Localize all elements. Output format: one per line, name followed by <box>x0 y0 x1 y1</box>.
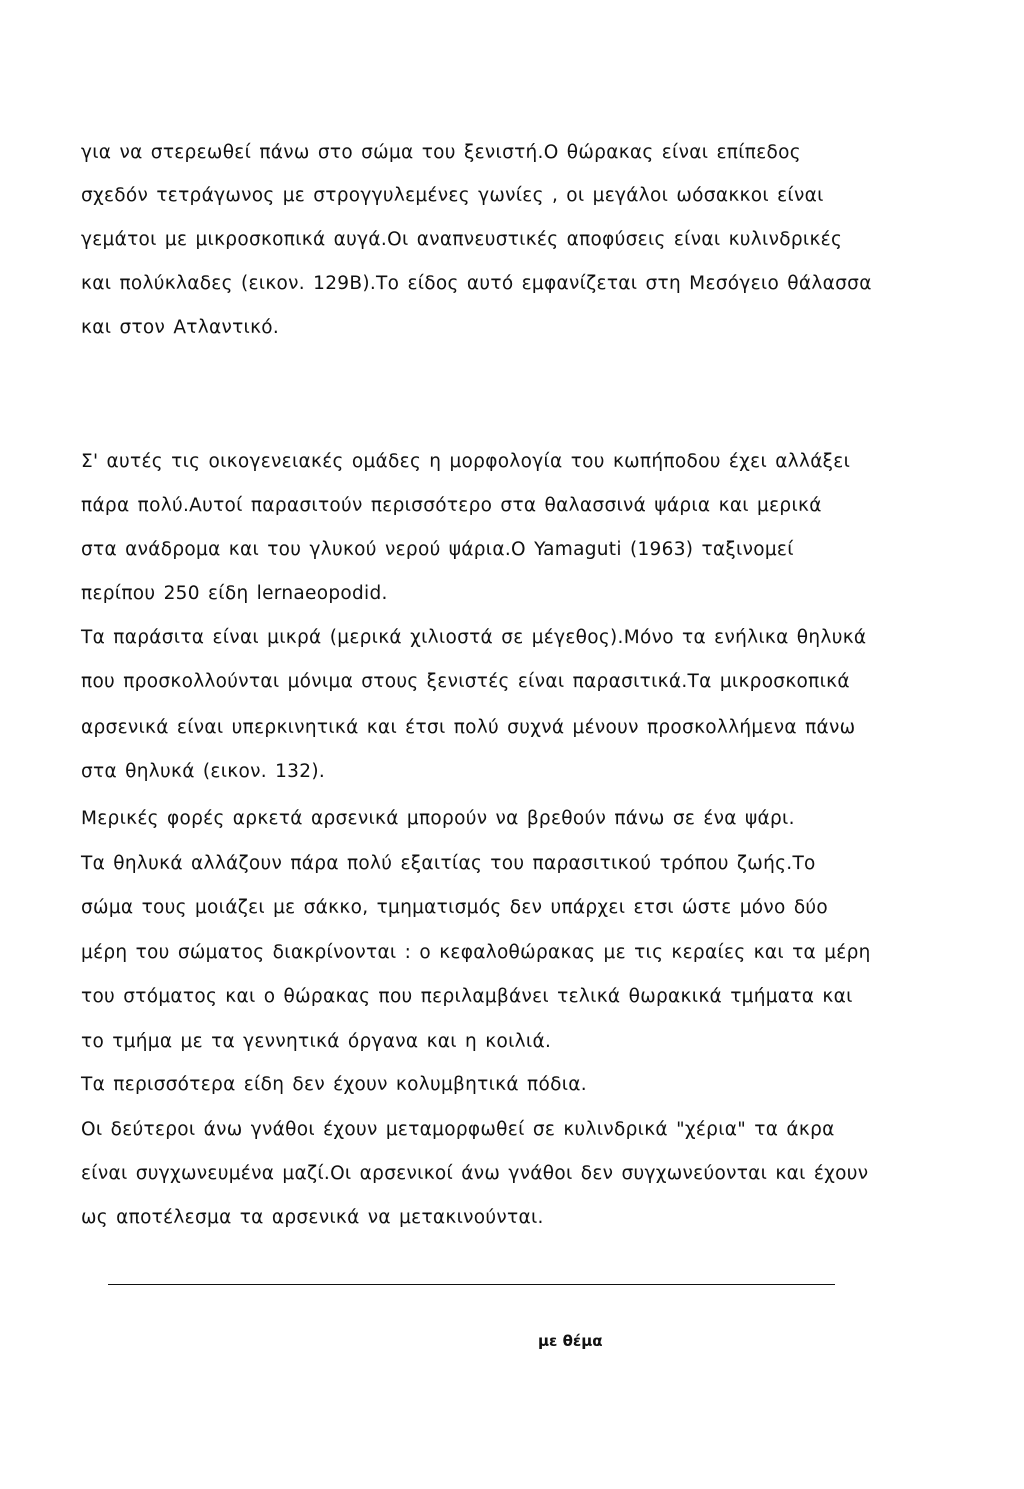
text-line: Οι δεύτεροι άνω γνάθοι έχουν μεταμορφωθεί σε κυλινδρικά "χέρια" τα άκρα <box>81 1119 835 1140</box>
text-line: ως αποτέλεσμα τα αρσενικά να μετακινούνται. <box>81 1207 544 1228</box>
text-line: είναι συγχωνευμένα μαζί.Οι αρσενικοί άνω γνάθοι δεν συγχωνεύονται και έχουν <box>81 1163 869 1184</box>
text-line: περίπου 250 είδη lernaeopodid. <box>81 583 388 604</box>
text-line: Τα περισσότερα είδη δεν έχουν κολυμβητικά πόδια. <box>81 1074 587 1095</box>
text-line: Τα παράσιτα είναι μικρά (μερικά χιλιοστά σε μέγεθος).Μόνο τα ενήλικα θηλυκά <box>81 627 867 648</box>
text-line: στα ανάδρομα και του γλυκού νερού ψάρια.Ο Yamaguti (1963) ταξινομεί <box>81 539 794 560</box>
text-line: αρσενικά είναι υπερκινητικά και έτσι πολύ συχνά μένουν προσκολλήμενα πάνω <box>81 717 856 738</box>
separator-rule <box>108 1284 835 1285</box>
text-line: γεμάτοι με μικροσκοπικά αυγά.Οι αναπνευστικές αποφύσεις είναι κυλινδρικές <box>81 229 843 250</box>
text-line: και πολύκλαδες (εικον. 129Β).Το είδος αυτό εμφανίζεται στη Μεσόγειο θάλασσα <box>81 273 872 294</box>
text-line: σώμα τους μοιάζει με σάκκο, τμηματισμός δεν υπάρχει ετσι ώστε μόνο δύο <box>81 897 829 918</box>
text-line: μέρη του σώματος διακρίνονται : ο κεφαλοθώρακας με τις κεραίες και τα μέρη <box>81 942 871 963</box>
text-line: Τα θηλυκά αλλάζουν πάρα πολύ εξαιτίας του παρασιτικού τρόπου ζωής.Το <box>81 853 816 874</box>
text-line: Μερικές φορές αρκετά αρσενικά μπορούν να βρεθούν πάνω σε ένα ψάρι. <box>81 808 795 829</box>
text-line: στα θηλυκά (εικον. 132). <box>81 761 326 782</box>
text-line: για να στερεωθεί πάνω στο σώμα του ξενιστή.Ο θώρακας είναι επίπεδος <box>81 142 801 163</box>
text-line: που προσκολλούνται μόνιμα στους ξενιστές είναι παρασιτικά.Τα μικροσκοπικά <box>81 671 850 692</box>
text-line: το τμήμα με τα γεννητικά όργανα και η κοιλιά. <box>81 1031 552 1052</box>
footnote-text: με θέμα <box>538 1332 603 1350</box>
text-line: πάρα πολύ.Αυτοί παρασιτούν περισσότερο στα θαλασσινά ψάρια και μερικά <box>81 495 822 516</box>
text-line: Σ' αυτές τις οικογενειακές ομάδες η μορφολογία του κωπήποδου έχει αλλάξει <box>81 451 851 472</box>
text-line: και στον Ατλαντικό. <box>81 317 280 338</box>
text-line: σχεδόν τετράγωνος με στρογγυλεμένες γωνίες , οι μεγάλοι ωόσακκοι είναι <box>81 185 824 206</box>
text-line: του στόματος και ο θώρακας που περιλαμβάνει τελικά θωρακικά τμήματα και <box>81 986 853 1007</box>
